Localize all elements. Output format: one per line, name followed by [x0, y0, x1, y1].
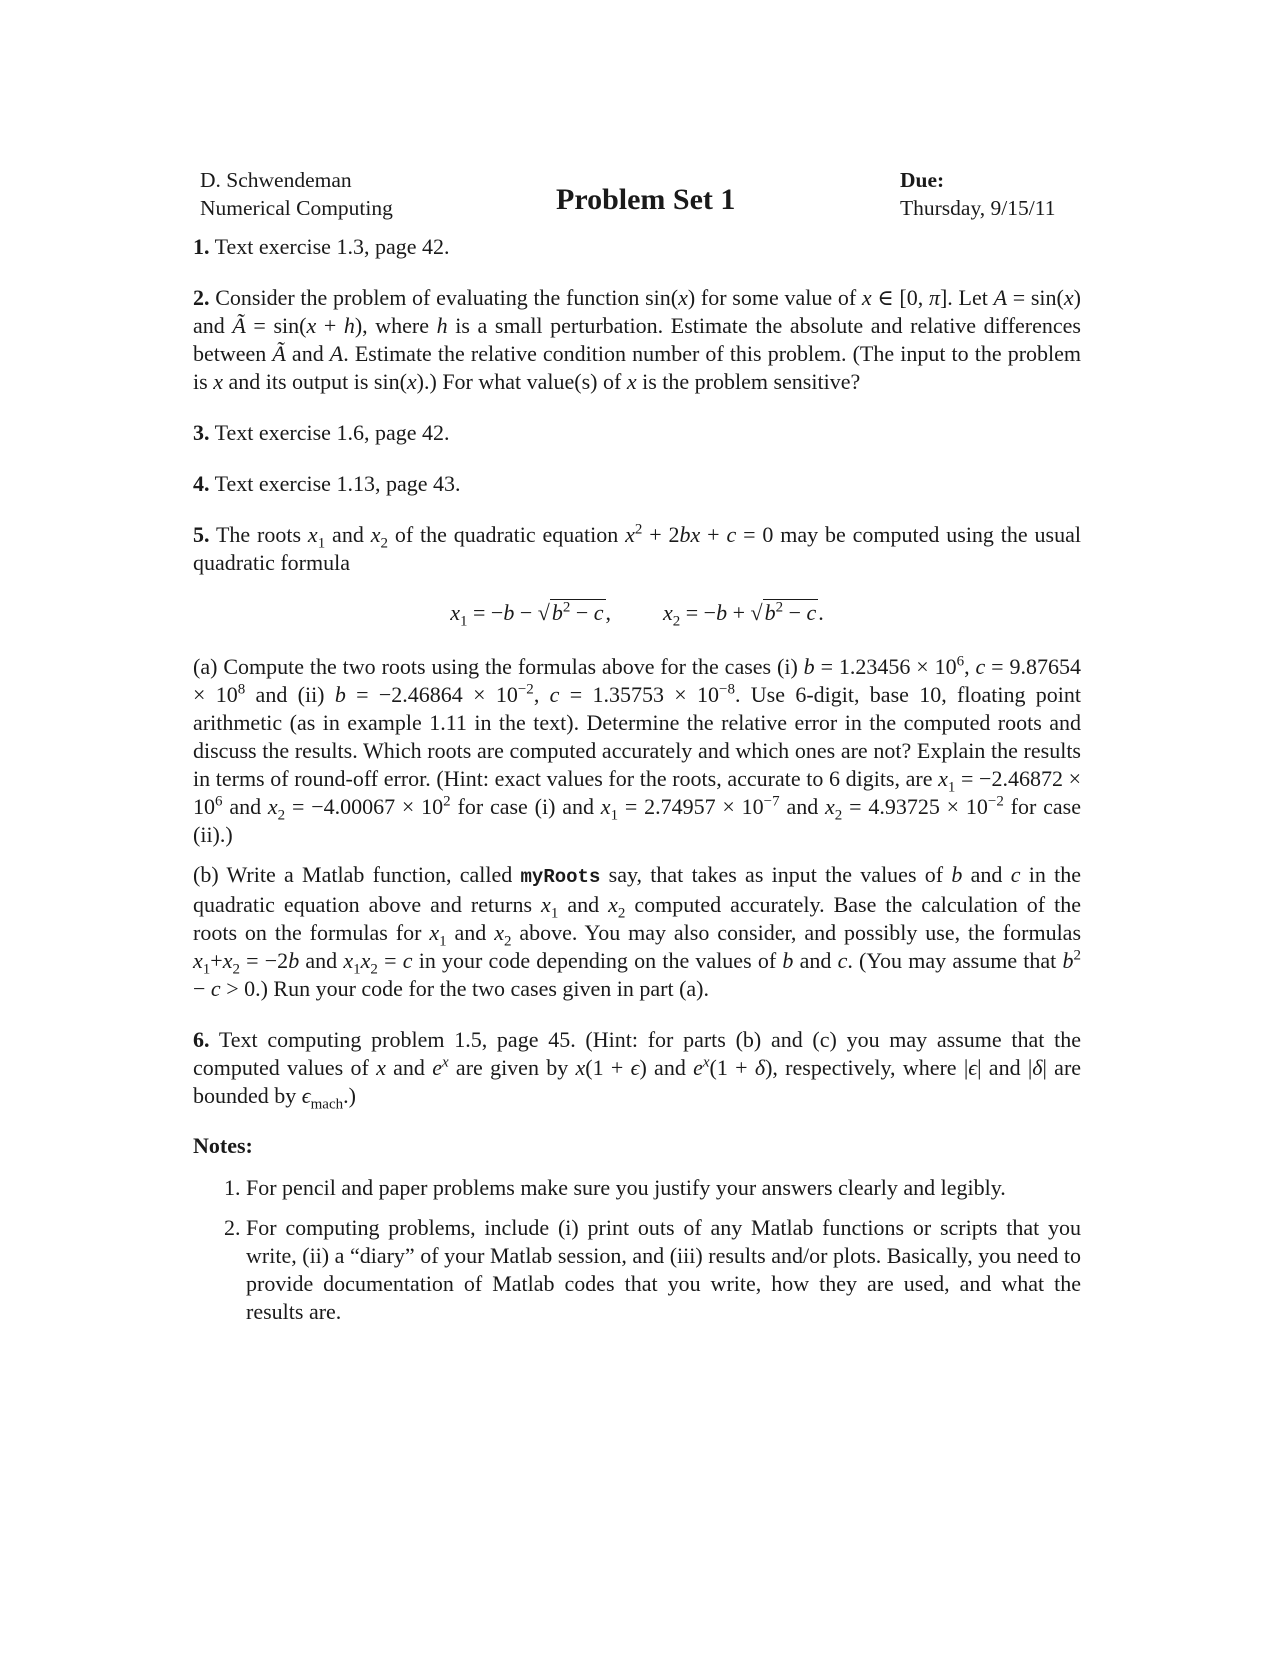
due-date: Thursday, 9/15/11: [900, 196, 1056, 220]
document-page: [193, 158, 1081, 1338]
problem-5-part-a: (a) Compute the two roots using the formulas above for the cases (i) $b = 1.23456 \times 10^6$, $c = 9.87654 \times 10^8$ and (ii) $b = -2.46864 \times 10^{-2}$, $c = 1.35753 \times 10^{-8}$. Use 6-digit, base 10, floating point arithmetic (as in example 1.11 in the text). Determine the relative error in the computed roots and discuss the results. Which roots are computed accurately and which ones are not? Explain the results in terms of round-off error. (Hint: exact values for the roots, accurate to 6 digits, are $x_1 = -2.46872 \times 10^6$ and $x_2 = -4.00067 \times 10^2$ for case (i) and $x_1 = 2.74957 \times 10^{-7}$ and $x_2 = 4.93725 \times 10^{-2}$ for case (ii).): [193, 653, 1082, 847]
problem-5-part-b: (b) Write a Matlab function, called myRoots say, that takes as input the values of b and c in the quadratic equation above and returns $x_1$ and $x_2$ computed accurately. Base the calculation of the roots on the formulas for $x_1$ and $x_2$ above. You may also consider, and possibly use, the formulas $x_1+x_2 = -2b$ and $x_1x_2 = c$ in your code depending on the values of b and c. (You may assume that $b^2 - c > 0$.) Run your code for the two cases given in part (a).: [193, 862, 1082, 1001]
function-name: myRoots: [520, 866, 601, 888]
notes-list: [193, 1174, 1081, 1326]
problem-number: 3.: [193, 420, 210, 445]
header: [193, 158, 1081, 220]
header-left: [200, 166, 393, 222]
author-name: D. Schwendeman: [200, 168, 352, 192]
note-item: 1. For pencil and paper problems make sure you justify your answers clearly and legibly.: [246, 1174, 1081, 1202]
problem-5: 5. The roots $x_1$ and $x_2$ of the quadratic equation $x^2 + 2bx + c = 0$ may be computed using the usual quadratic formula: [193, 521, 1081, 575]
due-label: Due:: [900, 168, 945, 192]
problem-3: [193, 419, 1081, 447]
problem-number: 1.: [193, 234, 210, 259]
course-name: Numerical Computing: [200, 196, 393, 220]
problem-number: 5.: [193, 522, 210, 547]
problem-text: Text exercise 1.13, page 43.: [214, 471, 461, 496]
problem-4: [193, 470, 1081, 498]
problem-6: 6. Text computing problem 1.5, page 45. (Hint: for parts (b) and (c) you may assume that the computed values of x and $e^x$ are given by x(1 + ϵ) and $e^x(1 + \delta)$, respectively, where |ϵ| and |δ| are bounded by $\epsilon_{mach}$.): [193, 1027, 1082, 1113]
header-right: [900, 166, 1055, 222]
page-title: Problem Set 1: [556, 183, 736, 216]
note-item: 2. For computing problems, include (i) print outs of any Matlab functions or scripts that you write, (ii) a “diary” of your Matlab session, and (iii) results and/or plots. Basically, you need to provide documentation of Matlab codes that you write, how they are used, and what the results are.: [246, 1214, 1081, 1326]
problem-number: 4.: [193, 471, 210, 496]
problem-2: 2. Consider the problem of evaluating the function sin(x) for some value of x ∈ [0, π]. Let A = sin(x) and Ã = sin(x + h), where h is a small perturbation. Estimate the absolute and relative differences between Ã and A. Estimate the relative condition number of this problem. (The input to the problem is x and its output is sin(x).) For what value(s) of x is the problem sensitive?: [193, 285, 1082, 394]
problem-1: [193, 233, 1081, 261]
quadratic-formula: $x_1 = -b - √b^2 - c$, $x_2 = -b + √b^2 - c$.: [450, 599, 824, 630]
problem-text: Text exercise 1.3, page 42.: [214, 234, 450, 259]
problem-number: 2.: [193, 285, 210, 310]
notes-heading: Notes:: [193, 1133, 253, 1158]
problem-text: Text exercise 1.6, page 42.: [214, 420, 450, 445]
problem-number: 6.: [193, 1027, 210, 1052]
